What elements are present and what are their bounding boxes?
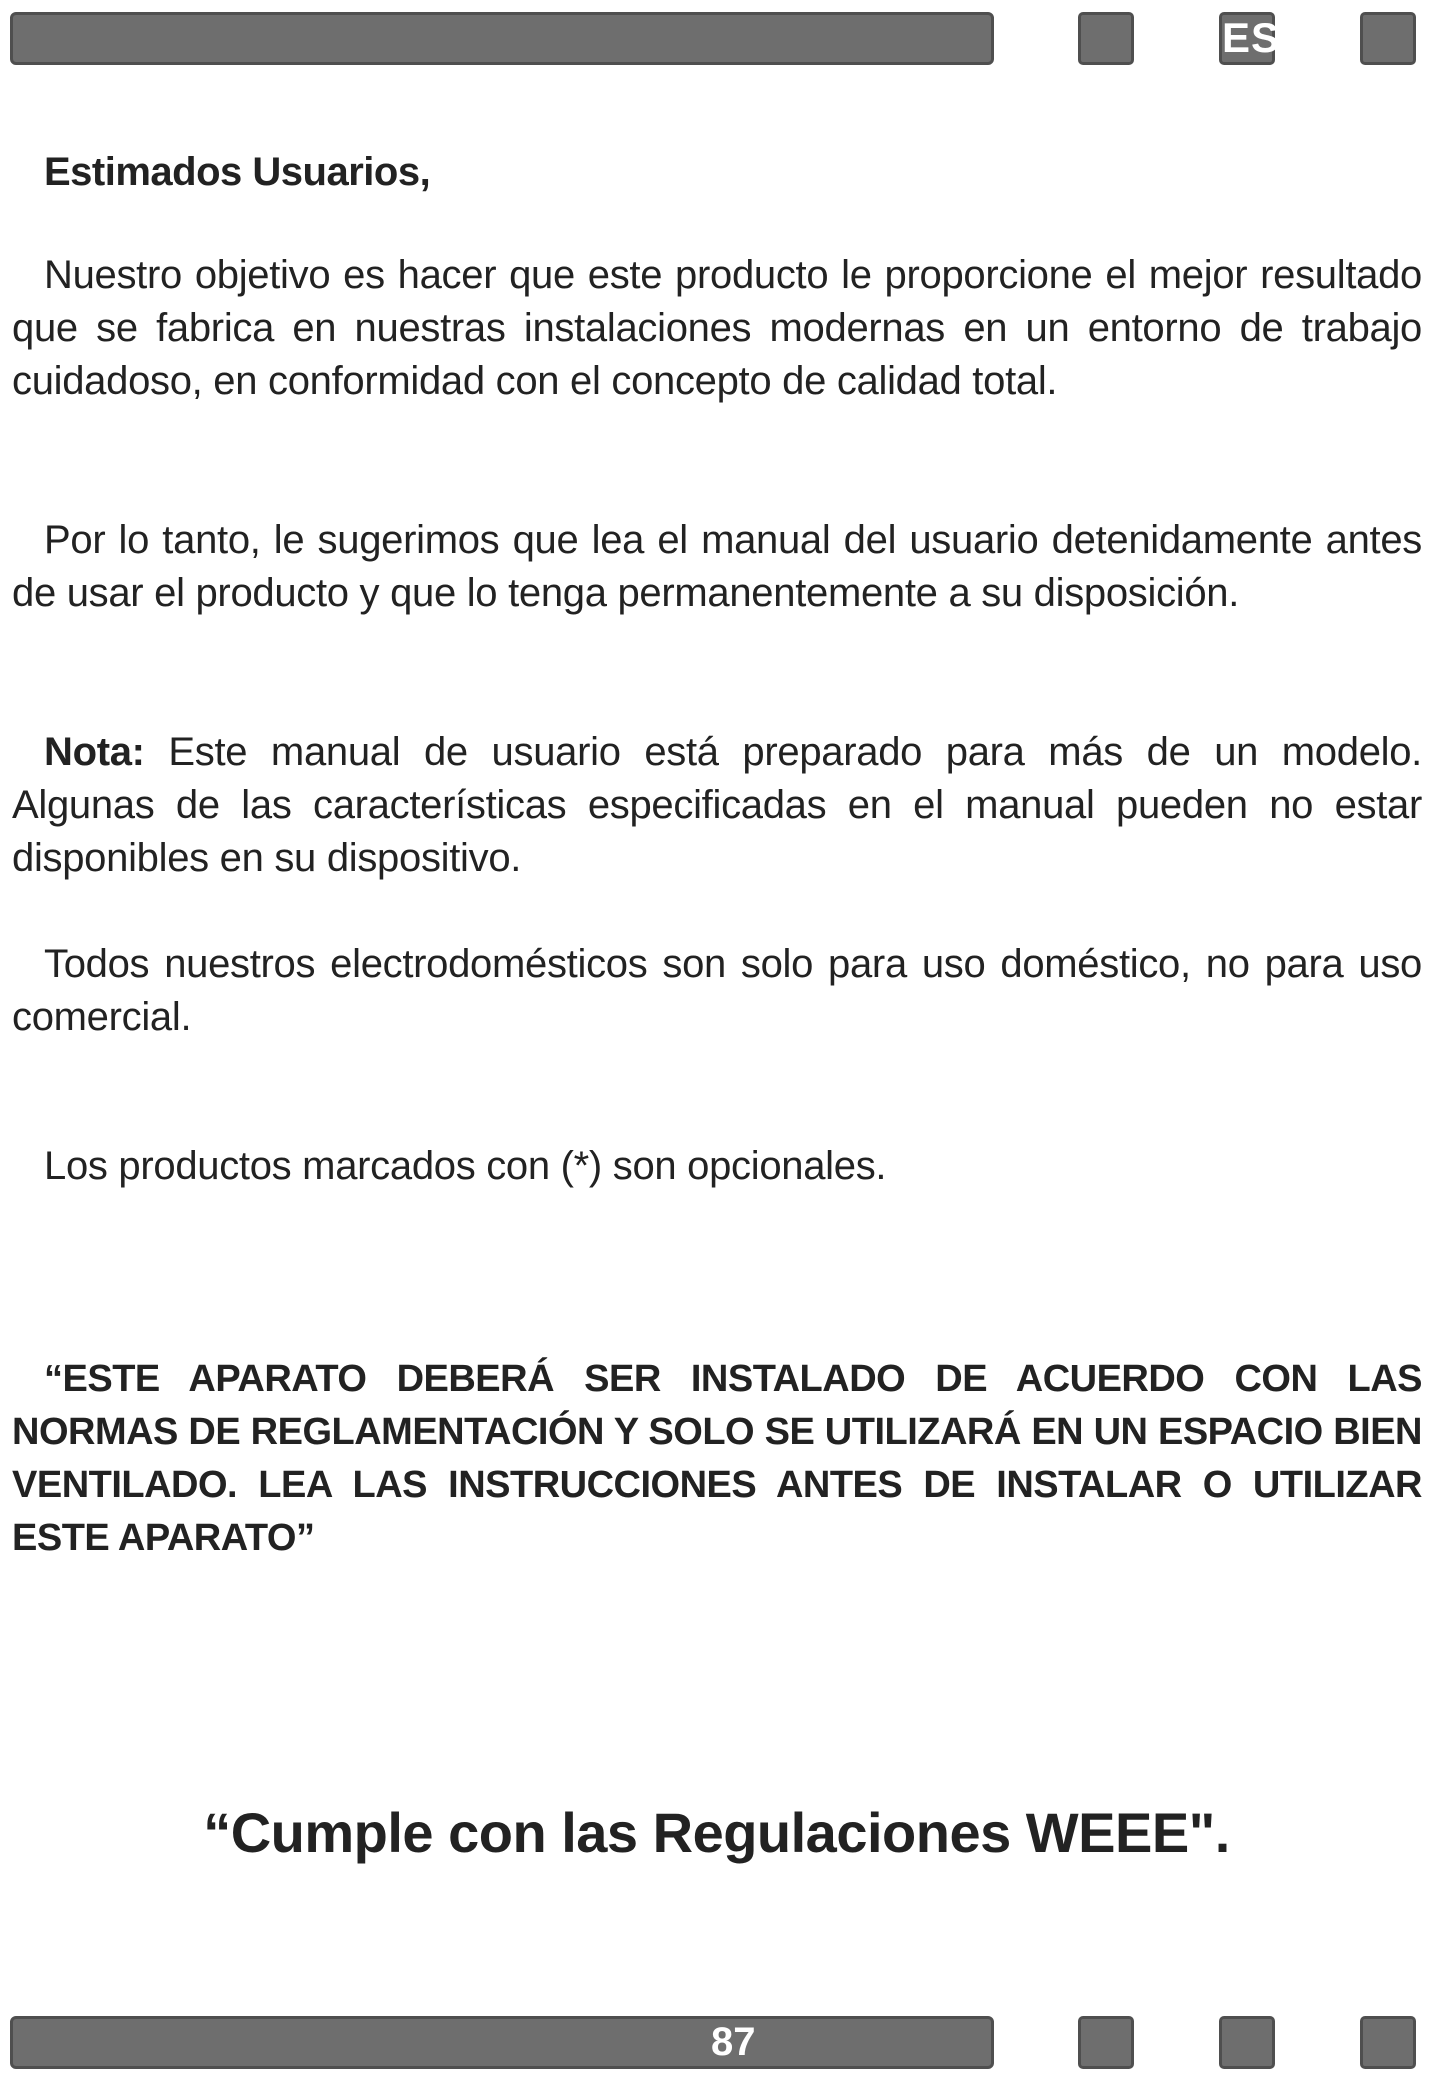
paragraph-objective: Nuestro objetivo es hacer que este producto le proporcione el mejor resultado que se fabrica en nuestras instalaciones modernas en un entorno de trabajo cuidadoso, en conformidad con el concepto de calidad total. [12, 253, 1422, 403]
greeting: Estimados Usuarios, [44, 150, 431, 194]
footer-square-2 [1219, 2016, 1275, 2069]
paragraph-optional: Los productos marcados con (*) son opcionales. [44, 1144, 887, 1188]
paragraph-domestic-use: Todos nuestros electrodomésticos son solo para uso doméstico, no para uso comercial. [12, 942, 1422, 1039]
header-square-1 [1078, 12, 1134, 65]
page-number: 87 [711, 2020, 756, 2064]
paragraph-read-manual: Por lo tanto, le sugerimos que lea el manual del usuario detenidamente antes de usar el producto y que lo tenga permanentemente a su disposición. [12, 518, 1422, 615]
paragraph-note [12, 726, 1422, 885]
footer-square-1 [1078, 2016, 1134, 2069]
note-text: Este manual de usuario está preparado para más de un modelo. Algunas de las características especificadas en el manual pueden no estar disponibles en su dispositivo. [12, 730, 1422, 880]
weee-statement: “Cumple con las Regulaciones WEEE". [203, 1801, 1230, 1864]
footer-square-3 [1360, 2016, 1416, 2069]
installation-warning: “ESTE APARATO DEBERÁ SER INSTALADO DE ACUERDO CON LAS NORMAS DE REGLAMENTACIÓN Y SOLO SE UTILIZARÁ EN UN ESPACIO BIEN VENTILADO. LEA LAS INSTRUCCIONES ANTES DE INSTALAR O UTILIZAR ESTE APARATO” [12, 1358, 1422, 1559]
header-bar [10, 12, 994, 65]
footer-bar [10, 2016, 994, 2069]
language-badge: ES [1219, 12, 1275, 65]
header-square-3 [1360, 12, 1416, 65]
page-content [12, 150, 1422, 1565]
note-label: Nota: [44, 730, 145, 774]
